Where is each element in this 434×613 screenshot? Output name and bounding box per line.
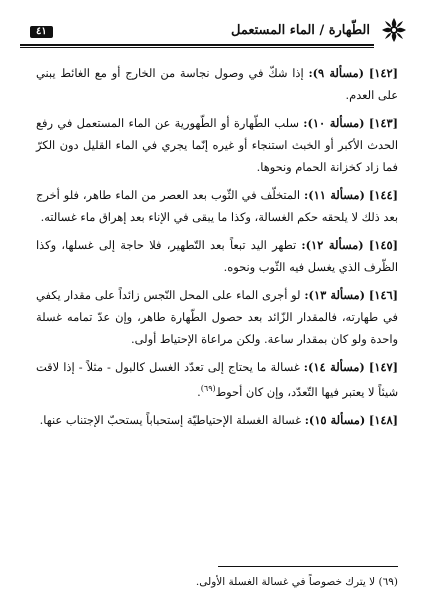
page-header [20, 14, 414, 52]
footnote-reference: (٦٩) [200, 384, 216, 393]
issue-label: (مسألة ٩): [308, 66, 365, 80]
paragraph-text: غسالة الغسلة الإحتياطيّة إستحباباً يستحبّ الإجتناب عنها. [39, 412, 302, 427]
issue-label: (مسألة ١٠): [303, 116, 365, 130]
header-rule-thin [20, 47, 374, 48]
main-text [36, 62, 398, 437]
issue-label: (مسألة ١٢): [301, 238, 364, 252]
issue-label: (مسألة ١٥): [304, 412, 366, 427]
paragraph-number: [١٤٥] [368, 238, 398, 252]
floral-ornament-icon [374, 14, 414, 48]
paragraph-number: [١٤٤] [368, 188, 399, 202]
running-title: الطّهارة / الماء المستعمل [230, 23, 370, 38]
paragraph-number: [١٤٢] [368, 66, 398, 80]
paragraph-143 [36, 112, 398, 178]
paragraph-text: إذا شكّ في وصول نجاسة من الخارج أو مع الغائط يبني على العدم. [36, 66, 398, 102]
issue-label: (مسألة ١١): [304, 188, 365, 202]
paragraph-number: [١٤٧] [368, 360, 399, 374]
paragraph-number: [١٤٨] [368, 412, 398, 427]
paragraph-147 [36, 356, 398, 403]
paragraph-text: لو أجرى الماء على المحل النّجس زائداً على مقدار يكفي في طهارته، فالمقدار الزّائد بعد حصول الطّهارة طاهر، وإن عدّ تمامه غسلة واحدة ولو كان بمقدار ساعة. ولكن مراعاة الإحتياط أولى. [36, 288, 398, 346]
paragraph-146 [36, 284, 398, 350]
footnote: (٦٩) لا يترك خصوصاً في غسالة الغسلة الأولى. [195, 576, 398, 588]
paragraph-text: غسالة ما يحتاج إلى تعدّد الغسل كالبول - مثلاً - إذا لاقت شيئاً لا يعتبر فيها التّعدّد، وإن كان أحوط [36, 360, 398, 399]
paragraph-text: المتخلّف في الثّوب بعد العصر من الماء طاهر، فلو أخرج بعد ذلك لا يلحقه حكم الغسالة، وكذا ما يبقى في الإناء بعد إهراق ماء غسالته. [36, 188, 398, 224]
paragraph-text: تطهر اليد تبعاً بعد التّطهير، فلا حاجة إلى غسلها، وكذا الظّرف الذي يغسل فيه الثّوب ونحوه. [36, 238, 398, 274]
paragraph-145 [36, 234, 398, 278]
paragraph-number: [١٤٦] [368, 288, 399, 302]
paragraph-text: سلب الطّهارة أو الطّهورية عن الماء المستعمل في رفع الحدث الأكبر أو الخبث استنجاء أو غيره إنّما يجري في الماء القليل دون الكرّ فما زاد كخزانة الحمام ونحوها. [36, 116, 398, 174]
paragraph-148 [36, 409, 398, 431]
issue-label: (مسألة ١٣): [304, 288, 366, 302]
paragraph-144 [36, 184, 398, 228]
paragraph-number: [١٤٣] [368, 116, 398, 130]
issue-label: (مسألة ١٤): [303, 360, 365, 374]
paragraph-142 [36, 62, 398, 106]
page-number: ٤١ [30, 26, 53, 38]
footnote-separator [218, 566, 398, 567]
paragraph-text-end: . [197, 384, 201, 399]
header-rule [20, 44, 374, 46]
